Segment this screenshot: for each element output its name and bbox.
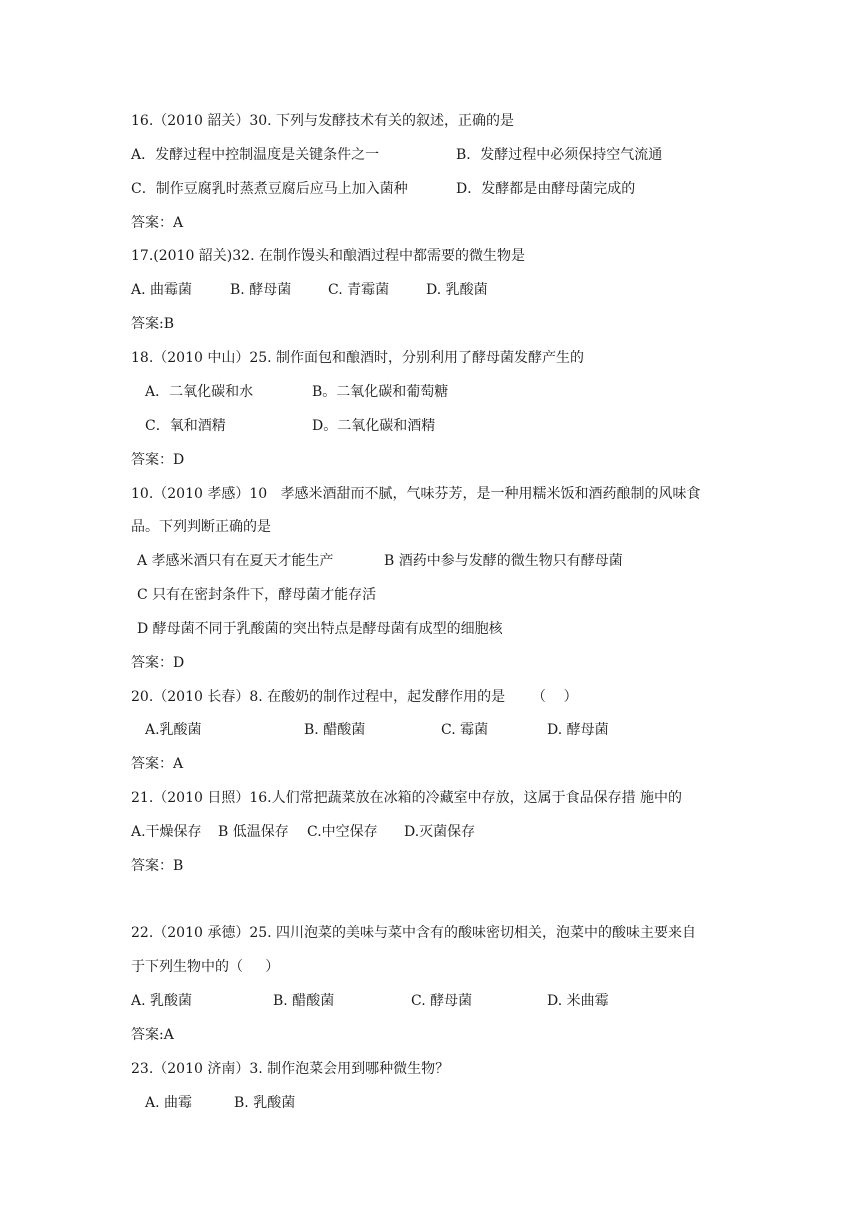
question-16-stem: 16.（2010 韶关）30. 下列与发酵技术有关的叙述，正确的是 xyxy=(131,113,515,129)
question-21-option-b: B 低温保存 xyxy=(218,824,289,840)
question-20-option-c: C. 霉菌 xyxy=(441,722,489,738)
question-18-option-d: D。二氧化碳和酒精 xyxy=(312,418,436,434)
question-23-option-a: A. 曲霉 xyxy=(145,1095,193,1111)
question-23-stem: 23.（2010 济南）3. 制作泡菜会用到哪种微生物？ xyxy=(131,1061,450,1077)
question-18-option-c: C．氧和酒精 xyxy=(145,418,226,434)
question-22-stem-continued: 于下列生物中的（ ） xyxy=(131,959,280,975)
question-20-answer: 答案：A xyxy=(131,756,184,772)
question-20-stem: 20.（2010 长春）8. 在酸奶的制作过程中，起发酵作用的是 （ ） xyxy=(131,689,578,705)
question-16-option-c: C．制作豆腐乳时蒸煮豆腐后应马上加入菌种 xyxy=(131,181,408,197)
question-17-answer: 答案:B xyxy=(131,316,175,332)
question-22-option-a: A. 乳酸菌 xyxy=(131,993,193,1009)
question-10-option-b: B 酒药中参与发酵的微生物只有酵母菌 xyxy=(384,553,623,569)
question-10-stem-continued: 品。下列判断正确的是 xyxy=(131,519,271,535)
question-17-option-c: C. 青霉菌 xyxy=(328,282,390,298)
question-20-option-d: D. 酵母菌 xyxy=(547,722,609,738)
question-21-answer: 答案：B xyxy=(131,858,184,874)
question-21-option-c: C.中空保存 xyxy=(307,824,378,840)
question-17-option-a: A. 曲霉菌 xyxy=(131,282,193,298)
question-21-option-d: D.灭菌保存 xyxy=(404,824,476,840)
question-22-answer: 答案:A xyxy=(131,1027,174,1043)
question-18-option-b: B。二氧化碳和葡萄糖 xyxy=(312,384,449,400)
question-17-option-d: D. 乳酸菌 xyxy=(426,282,488,298)
question-10-option-c: C 只有在密封条件下，酵母菌才能存活 xyxy=(137,587,377,603)
question-16-option-a: A．发酵过程中控制温度是关键条件之一 xyxy=(131,147,380,163)
question-18-answer: 答案：D xyxy=(131,452,185,468)
question-22-stem: 22.（2010 承德）25. 四川泡菜的美味与菜中含有的酸味密切相关，泡菜中的酸味主要来自 xyxy=(131,925,697,941)
question-18-stem: 18.（2010 中山）25. 制作面包和酿酒时，分别利用了酵母菌发酵产生的 xyxy=(131,350,585,366)
question-10-answer: 答案：D xyxy=(131,655,185,671)
question-22-option-c: C. 酵母菌 xyxy=(411,993,473,1009)
question-16-answer: 答案：A xyxy=(131,215,184,231)
question-20-option-b: B. 醋酸菌 xyxy=(304,722,366,738)
question-21-option-a: A.干燥保存 xyxy=(131,824,202,840)
question-17-stem: 17.(2010 韶关)32. 在制作馒头和酿酒过程中都需要的微生物是 xyxy=(131,248,525,264)
question-20-option-a: A.乳酸菌 xyxy=(145,722,202,738)
question-23-option-b: B. 乳酸菌 xyxy=(234,1095,296,1111)
question-17-option-b: B. 酵母菌 xyxy=(230,282,292,298)
question-16-option-b: B．发酵过程中必须保持空气流通 xyxy=(456,147,663,163)
question-22-option-d: D. 米曲霉 xyxy=(547,993,609,1009)
question-10-option-d: D 酵母菌不同于乳酸菌的突出特点是酵母菌有成型的细胞核 xyxy=(137,621,503,637)
question-16-option-d: D．发酵都是由酵母菌完成的 xyxy=(456,181,636,197)
question-18-option-a: A．二氧化碳和水 xyxy=(145,384,254,400)
question-22-option-b: B. 醋酸菌 xyxy=(273,993,335,1009)
question-10-stem: 10.（2010 孝感）10 孝感米酒甜而不腻，气味芬芳，是一种用糯米饭和酒药酿制的风味食 xyxy=(131,486,701,502)
question-21-stem: 21.（2010 日照）16.人们常把蔬菜放在冰箱的冷藏室中存放，这属于食品保存措 施中的 xyxy=(131,790,683,806)
question-10-option-a: A 孝感米酒只有在夏天才能生产 xyxy=(137,553,334,569)
